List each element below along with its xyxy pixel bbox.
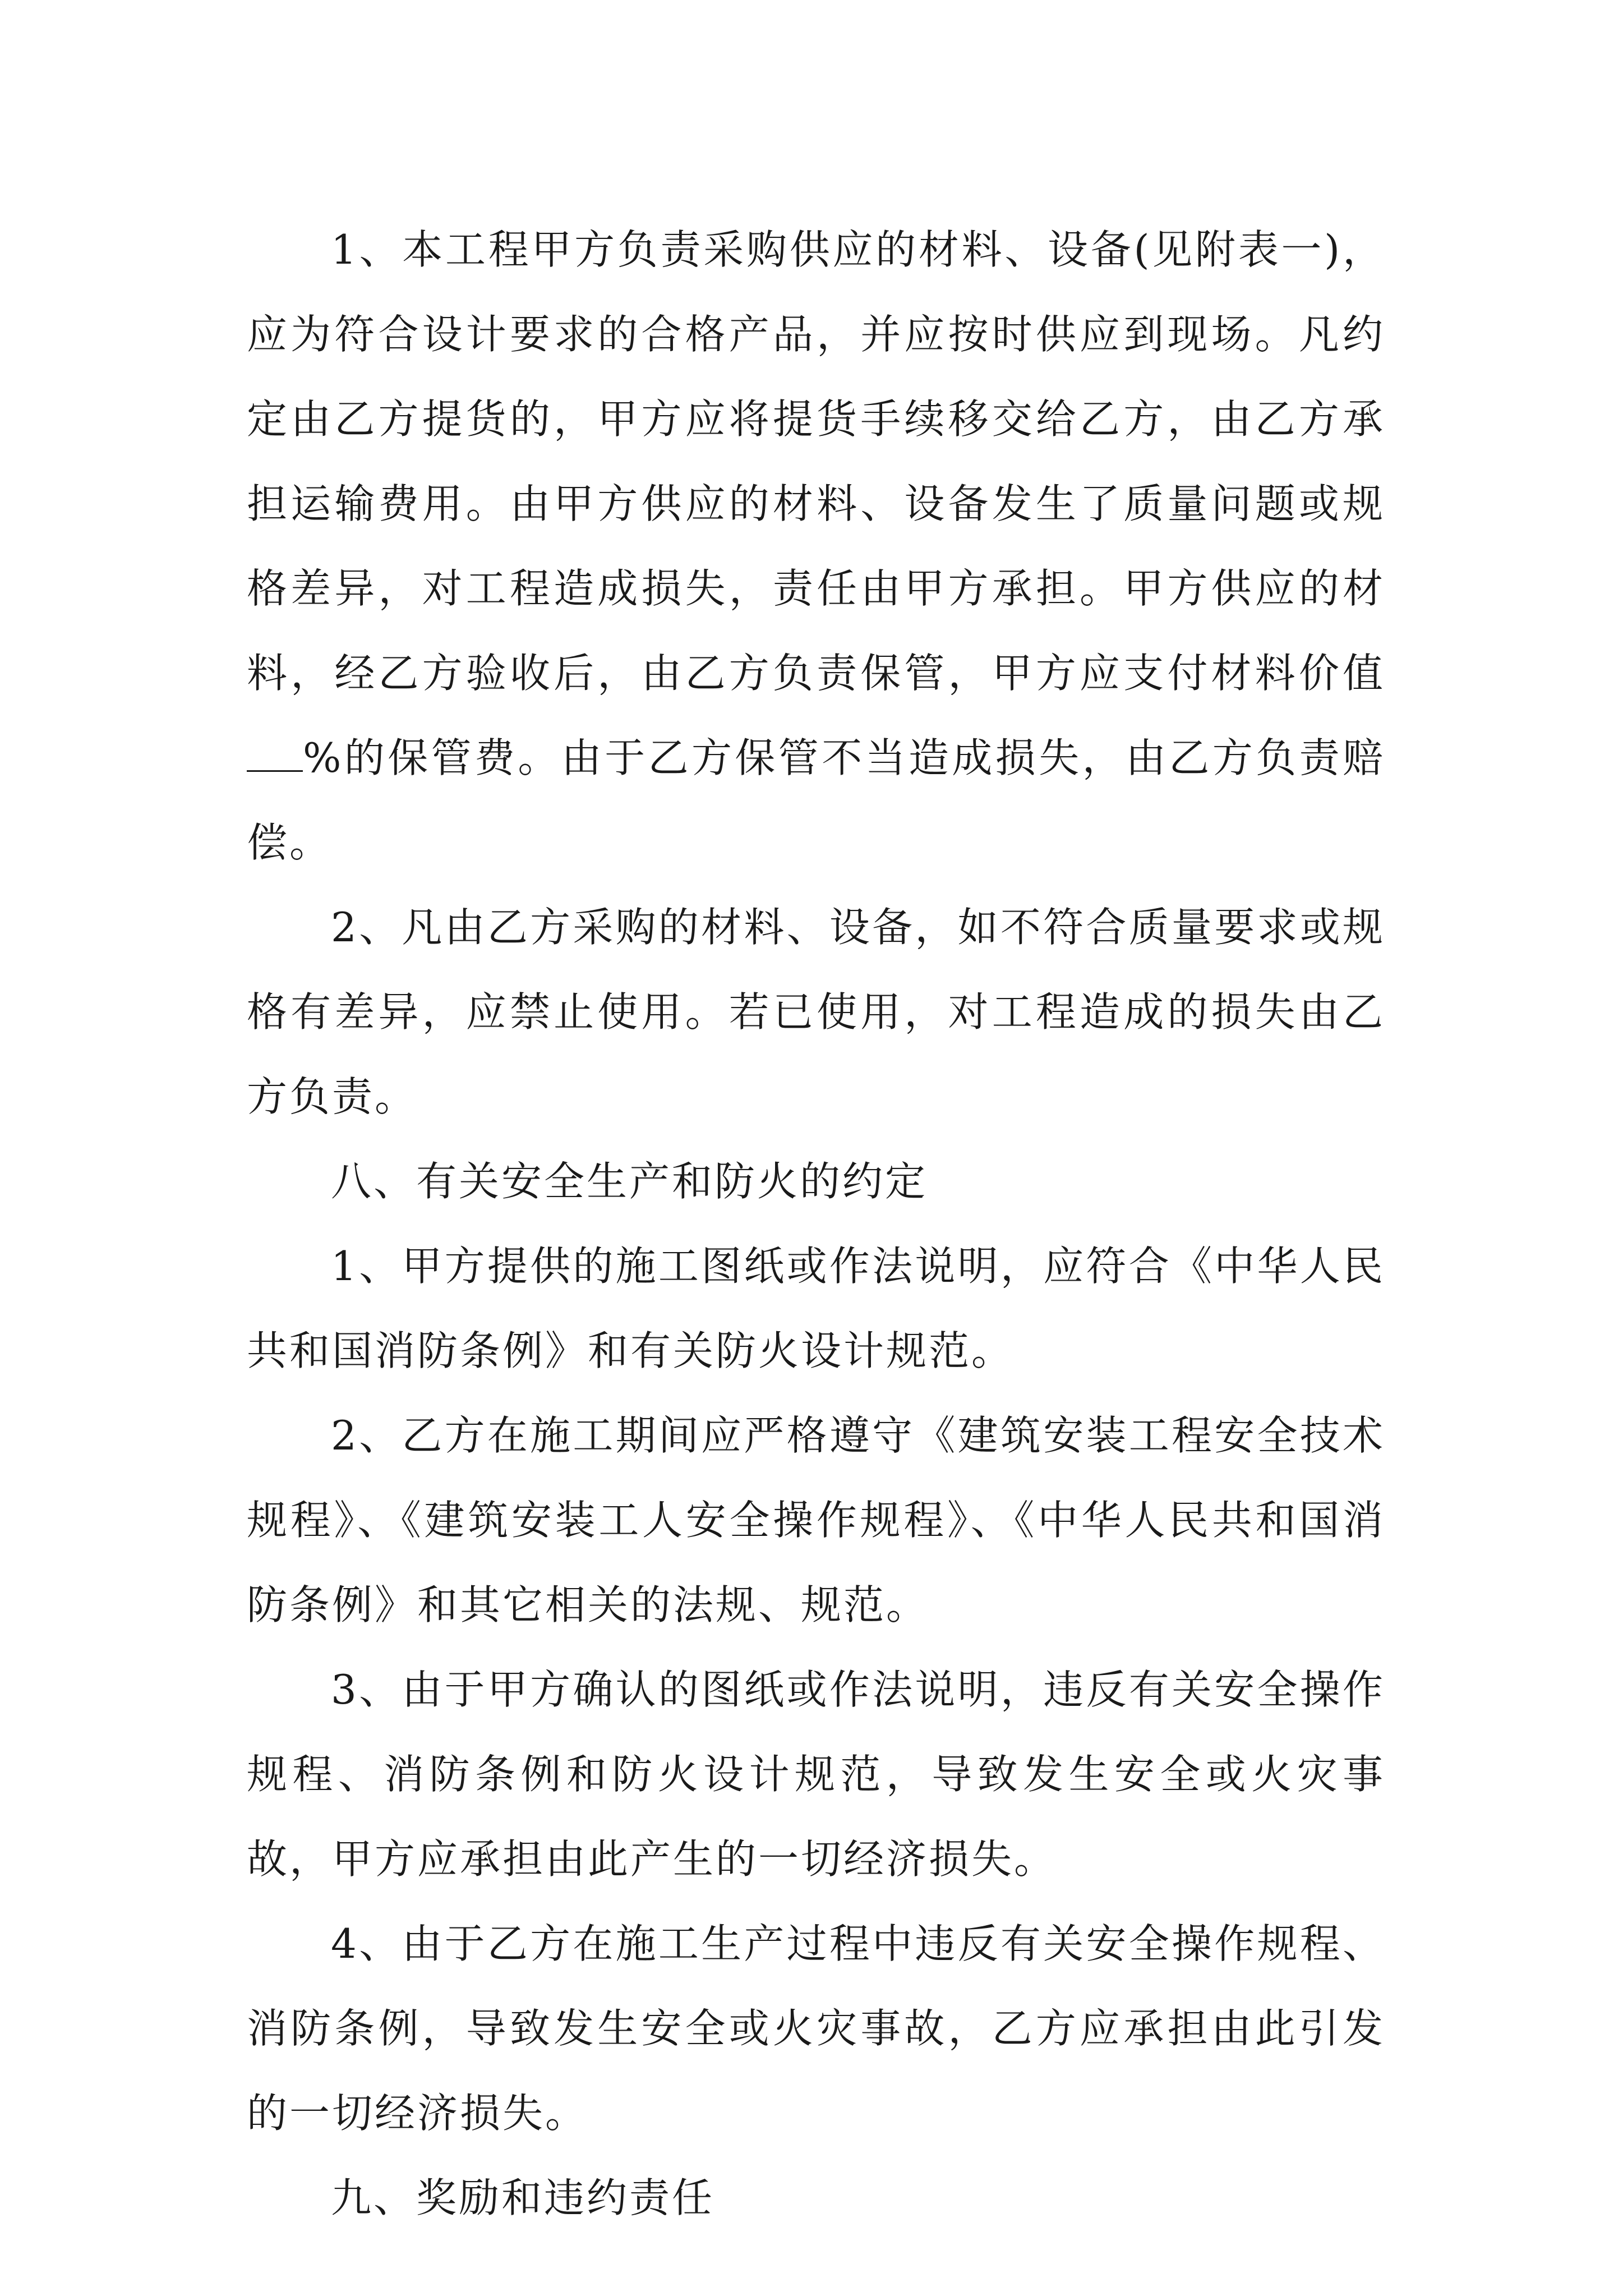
paragraph-contractor-materials: 2、凡由乙方采购的材料、设备，如不符合质量要求或规格有差异，应禁止使用。若已使用，对工程造成的损失由乙方负责。 xyxy=(247,904,1385,1120)
paragraph-safety-item-2: 2、乙方在施工期间应严格遵守《建筑安装工程安全技术规程》、《建筑安装工人安全操作规程》、《中华人民共和国消防条例》和其它相关的法规、规范。 xyxy=(247,1412,1385,1628)
section-heading-rewards-liability: 九、奖励和违约责任 xyxy=(331,2174,715,2221)
document-page xyxy=(247,208,1385,2240)
paragraph-text: 1、本工程甲方负责采购供应的材料、设备(见附表一)，应为符合设计要求的合格产品，并应按时供应到现场。凡约定由乙方提货的，甲方应将提货手续移交给乙方，由乙方承担运输费用。由甲方供应的材料、设备发生了质量问题或规格差异，对工程造成损失，责任由甲方承担。甲方供应的材料，经乙方验收后，由乙方负责保管，甲方应支付材料价值 xyxy=(247,226,1385,697)
section-heading-safety-fire: 八、有关安全生产和防火的约定 xyxy=(331,1158,928,1205)
paragraph-safety-item-4: 4、由于乙方在施工生产过程中违反有关安全操作规程、消防条例，导致发生安全或火灾事故，乙方应承担由此引发的一切经济损失。 xyxy=(247,1920,1385,2137)
paragraph-text: %的保管费。由于乙方保管不当造成损失，由乙方负责赔偿。 xyxy=(247,734,1385,866)
paragraph-safety-item-3: 3、由于甲方确认的图纸或作法说明，违反有关安全操作规程、消防条例和防火设计规范，导致发生安全或火灾事故，甲方应承担由此产生的一切经济损失。 xyxy=(247,1666,1385,1883)
paragraph-materials-supply xyxy=(247,208,1385,885)
fill-in-blank xyxy=(247,737,303,772)
paragraph-safety-item-1: 1、甲方提供的施工图纸或作法说明，应符合《中华人民共和国消防条例》和有关防火设计规范。 xyxy=(247,1243,1385,1374)
